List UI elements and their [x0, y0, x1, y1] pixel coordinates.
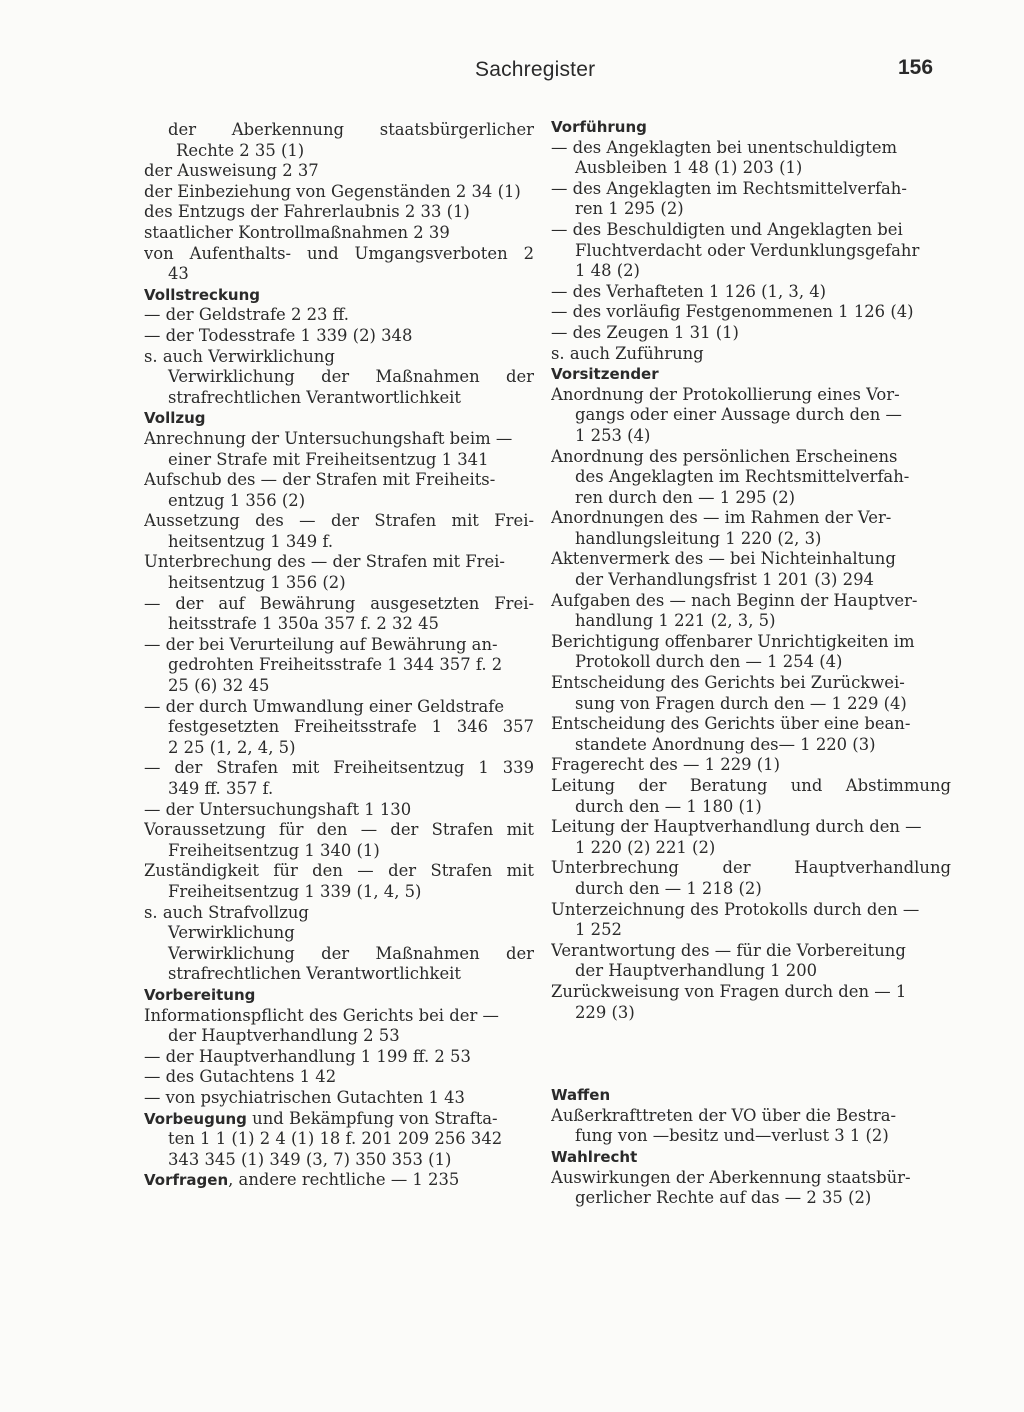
index-entry-line: Anordnung der Protokollierung eines Vor-	[551, 384, 900, 404]
index-entry-line: Ausbleiben 1 48 (1) 203 (1)	[575, 158, 803, 178]
index-entry-line: des Angeklagten im Rechtsmittelverfah-	[575, 467, 910, 487]
index-entry-line: Informationspflicht des Gerichts bei der —	[144, 1005, 499, 1025]
index-entry-line: Leitung der Beratung und Abstimmung	[551, 776, 951, 795]
index-entry-line: strafrechtlichen Verantwortlichkeit	[168, 387, 461, 407]
index-entry-line: — des Zeugen 1 31 (1)	[551, 322, 739, 342]
index-entry-line: Zuständigkeit für den — der Strafen mit	[144, 861, 534, 881]
index-entry-line: Anrechnung der Untersuchungshaft beim —	[144, 428, 513, 448]
index-entry-line: ren 1 295 (2)	[575, 199, 684, 219]
index-heading: Vorführung	[551, 118, 647, 136]
index-entry-line: handlung 1 221 (2, 3, 5)	[575, 611, 776, 631]
index-entry-line: 349 ff. 357 f.	[168, 779, 274, 798]
index-entry-line: gangs oder einer Aussage durch den —	[575, 405, 902, 425]
index-column-right	[551, 117, 951, 1209]
index-entry-line: fung von —besitz und—verlust 3 1 (2)	[575, 1126, 889, 1146]
index-entry-line: von Aufenthalts- und Umgangsverboten 2	[144, 243, 534, 263]
index-heading: Vollstreckung	[144, 285, 261, 304]
index-entry-line: 43	[168, 264, 189, 284]
index-entry-line: 2 25 (1, 2, 4, 5)	[168, 737, 296, 757]
index-entry-line: des Entzugs der Fahrerlaubnis 2 33 (1)	[144, 202, 470, 222]
index-entry-line: standete Anordnung des— 1 220 (3)	[575, 734, 876, 754]
index-entry-line: Fragerecht des — 1 229 (1)	[551, 755, 781, 775]
index-entry-line: 1 253 (4)	[575, 425, 651, 445]
index-column-left	[144, 120, 534, 1191]
index-entry-line: Verantwortung des — für die Vorbereitung	[551, 940, 906, 960]
index-entry-line: Unterbrechung des — der Strafen mit Frei-	[144, 552, 505, 572]
index-entry-line: der Verhandlungsfrist 1 201 (3) 294	[575, 570, 874, 590]
index-entry-line: s. auch Zuführung	[551, 343, 704, 363]
index-entry-line: 1 252	[575, 920, 622, 940]
index-entry-line: Unterzeichnung des Protokolls durch den —	[551, 899, 920, 919]
index-entry-line: — des Beschuldigten und Angeklagten bei	[551, 219, 903, 239]
index-entry-line: Voraussetzung für den — der Strafen mit	[144, 820, 534, 840]
index-heading: Vollzug	[144, 409, 206, 428]
index-entry-line: 229 (3)	[575, 1002, 635, 1022]
index-entry-line: Aussetzung des — der Strafen mit Frei-	[144, 511, 534, 531]
index-entry-line: Aufgaben des — nach Beginn der Hauptver-	[551, 590, 918, 610]
index-entry-line: heitsentzug 1 356 (2)	[168, 573, 346, 593]
index-entry-line: der Einbeziehung von Gegenständen 2 34 (1)	[144, 181, 521, 201]
index-entry-line: Fluchtverdacht oder Verdunklungsgefahr	[575, 240, 920, 260]
index-entry-line: der Ausweisung 2 37	[144, 161, 319, 181]
index-entry-line: staatlicher Kontrollmaßnahmen 2 39	[144, 222, 450, 242]
index-entry-line: — des Gutachtens 1 42	[144, 1067, 337, 1087]
index-entry-line: Anordnungen des — im Rahmen der Ver-	[551, 508, 892, 528]
index-entry-line: gedrohten Freiheitsstrafe 1 344 357 f. 2	[168, 655, 503, 675]
index-entry-line: 25 (6) 32 45	[168, 676, 270, 696]
index-entry-line: heitsentzug 1 349 f.	[168, 531, 334, 551]
index-entry-line: Aufschub des — der Strafen mit Freiheits-	[144, 470, 496, 490]
index-entry-line: Vorbeugung und Bekämpfung von Strafta-	[144, 1108, 498, 1128]
index-entry-line: durch den — 1 218 (2)	[575, 878, 762, 898]
index-entry-line: Unterbrechung der Hauptverhandlung	[551, 858, 951, 878]
index-entry-line: — der Geldstrafe 2 23 ff.	[144, 305, 349, 325]
index-entry-line: Freiheitsentzug 1 340 (1)	[168, 840, 380, 860]
index-entry-line: — des vorläufig Festgenommenen 1 126 (4)	[551, 302, 914, 322]
index-entry-line: Entscheidung des Gerichts über eine bean-	[551, 714, 911, 734]
index-entry-line: Freiheitsentzug 1 339 (1, 4, 5)	[168, 881, 422, 901]
index-entry-line: 1 220 (2) 221 (2)	[575, 837, 716, 857]
index-entry-line: — der durch Umwandlung einer Geldstrafe	[144, 696, 505, 716]
index-heading: Vorsitzender	[551, 365, 659, 384]
index-entry-line: — der Todesstrafe 1 339 (2) 348	[144, 325, 413, 345]
index-entry-line: gerlicher Rechte auf das — 2 35 (2)	[575, 1188, 872, 1208]
index-entry-line: — der Untersuchungshaft 1 130	[144, 799, 412, 819]
index-entry-line: Außerkrafttreten der VO über die Bestra-	[551, 1105, 897, 1125]
index-entry-line: Leitung der Hauptverhandlung durch den —	[551, 817, 922, 837]
index-entry-line: — des Verhafteten 1 126 (1, 3, 4)	[551, 281, 827, 301]
index-entry-line: — der auf Bewährung ausgesetzten Frei-	[144, 593, 534, 613]
index-entry-line: der Hauptverhandlung 2 53	[168, 1026, 400, 1046]
index-entry-line: der Hauptverhandlung 1 200	[575, 961, 818, 981]
index-entry-line: — des Angeklagten bei unentschuldigtem	[551, 137, 898, 157]
index-entry-line: durch den — 1 180 (1)	[575, 796, 762, 816]
index-entry-line: Aktenvermerk des — bei Nichteinhaltung	[551, 549, 896, 569]
index-entry-line: 343 345 (1) 349 (3, 7) 350 353 (1)	[168, 1149, 452, 1169]
page-number: 156	[898, 56, 934, 79]
index-entry-line: entzug 1 356 (2)	[168, 490, 306, 510]
index-entry-line: — der Hauptverhandlung 1 199 ff. 2 53	[144, 1046, 471, 1066]
index-entry-line: Rechte 2 35 (1)	[176, 140, 305, 160]
index-entry-line: s. auch Strafvollzug	[144, 902, 309, 922]
index-entry-line: Verwirklichung der Maßnahmen der	[168, 943, 534, 963]
section-gap	[551, 1023, 951, 1085]
index-entry-line: Verwirklichung der Maßnahmen der	[168, 367, 534, 387]
index-entry-line: Berichtigung offenbarer Unrichtigkeiten im	[551, 631, 915, 651]
index-entry-line: — der bei Verurteilung auf Bewährung an-	[144, 634, 498, 654]
index-entry-line: s. auch Verwirklichung	[144, 346, 335, 366]
index-entry-line: Protokoll durch den — 1 254 (4)	[575, 652, 843, 672]
index-entry-line: — des Angeklagten im Rechtsmittelverfah-	[551, 178, 907, 198]
index-entry-line: — der Strafen mit Freiheitsentzug 1 339	[144, 758, 534, 778]
index-entry-line: einer Strafe mit Freiheitsentzug 1 341	[168, 449, 489, 469]
index-entry-line: Anordnung des persönlichen Erscheinens	[551, 446, 898, 466]
index-entry-line: Vorfragen, andere rechtliche — 1 235	[144, 1170, 460, 1190]
index-entry-line: der Aberkennung staatsbürgerlicher	[168, 120, 534, 139]
index-entry-line: strafrechtlichen Verantwortlichkeit	[168, 964, 461, 984]
page-header-title: Sachregister	[475, 58, 596, 81]
index-heading: Vorbereitung	[144, 985, 256, 1004]
index-entry-line: ren durch den — 1 295 (2)	[575, 487, 796, 507]
index-entry-line: festgesetzten Freiheitsstrafe 1 346 357	[168, 717, 534, 737]
index-entry-line: 1 48 (2)	[575, 261, 640, 281]
index-entry-line: — von psychiatrischen Gutachten 1 43	[144, 1087, 465, 1107]
index-entry-line: Auswirkungen der Aberkennung staatsbür-	[551, 1167, 911, 1187]
index-entry-line: Entscheidung des Gerichts bei Zurückwei-	[551, 673, 905, 693]
index-entry-line: Verwirklichung	[168, 923, 295, 943]
index-heading: Wahlrecht	[551, 1147, 638, 1166]
index-entry-line: sung von Fragen durch den — 1 229 (4)	[575, 693, 907, 713]
index-entry-line: Zurückweisung von Fragen durch den — 1	[551, 981, 907, 1001]
index-entry-line: heitsstrafe 1 350a 357 f. 2 32 45	[168, 614, 439, 634]
index-heading: Waffen	[551, 1086, 611, 1105]
index-entry-line: handlungsleitung 1 220 (2, 3)	[575, 528, 822, 548]
index-entry-line: ten 1 1 (1) 2 4 (1) 18 f. 201 209 256 342	[168, 1129, 503, 1149]
